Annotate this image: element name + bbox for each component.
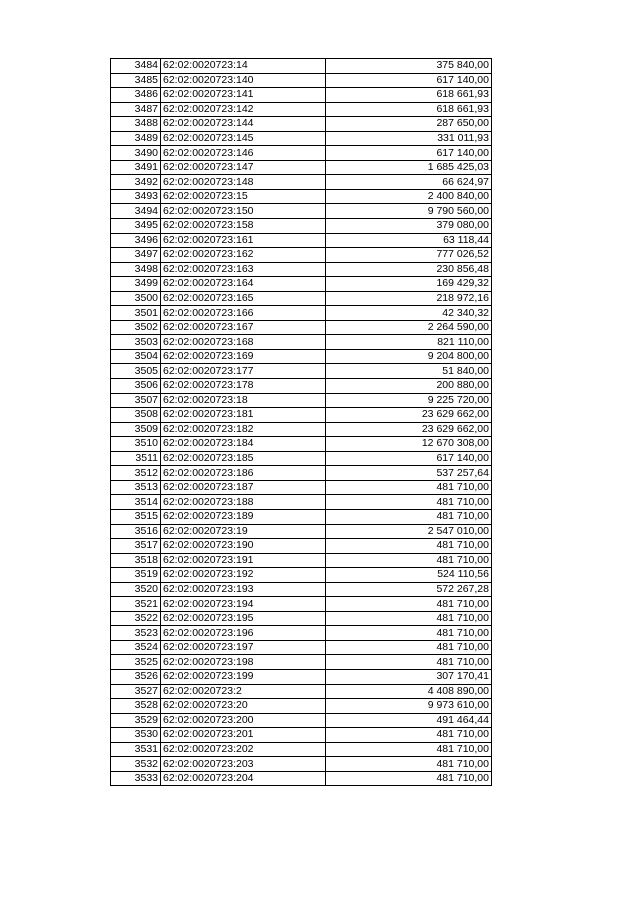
value-cell: 491 464,44 bbox=[326, 713, 492, 728]
table-row bbox=[111, 306, 492, 321]
table-row bbox=[111, 437, 492, 452]
table-row bbox=[111, 102, 492, 117]
table-row bbox=[111, 379, 492, 394]
table-row bbox=[111, 539, 492, 554]
cadastral-number-cell: 62:02:0020723:185 bbox=[161, 451, 326, 466]
value-cell: 2 264 590,00 bbox=[326, 320, 492, 335]
row-number-cell: 3519 bbox=[111, 568, 161, 583]
value-cell: 9 225 720,00 bbox=[326, 393, 492, 408]
row-number-cell: 3484 bbox=[111, 59, 161, 74]
row-number-cell: 3492 bbox=[111, 175, 161, 190]
row-number-cell: 3514 bbox=[111, 495, 161, 510]
row-number-cell: 3486 bbox=[111, 88, 161, 103]
value-cell: 200 880,00 bbox=[326, 379, 492, 394]
value-cell: 481 710,00 bbox=[326, 480, 492, 495]
row-number-cell: 3491 bbox=[111, 160, 161, 175]
row-number-cell: 3508 bbox=[111, 408, 161, 423]
row-number-cell: 3512 bbox=[111, 466, 161, 481]
row-number-cell: 3503 bbox=[111, 335, 161, 350]
table-row bbox=[111, 131, 492, 146]
value-cell: 481 710,00 bbox=[326, 655, 492, 670]
cadastral-number-cell: 62:02:0020723:189 bbox=[161, 509, 326, 524]
cadastral-number-cell: 62:02:0020723:190 bbox=[161, 539, 326, 554]
value-cell: 618 661,93 bbox=[326, 102, 492, 117]
cadastral-number-cell: 62:02:0020723:142 bbox=[161, 102, 326, 117]
row-number-cell: 3496 bbox=[111, 233, 161, 248]
table-row bbox=[111, 349, 492, 364]
row-number-cell: 3530 bbox=[111, 728, 161, 743]
value-cell: 821 110,00 bbox=[326, 335, 492, 350]
cadastral-number-cell: 62:02:0020723:14 bbox=[161, 59, 326, 74]
cadastral-number-cell: 62:02:0020723:140 bbox=[161, 73, 326, 88]
row-number-cell: 3524 bbox=[111, 640, 161, 655]
value-cell: 66 624,97 bbox=[326, 175, 492, 190]
table-row bbox=[111, 655, 492, 670]
row-number-cell: 3509 bbox=[111, 422, 161, 437]
row-number-cell: 3522 bbox=[111, 611, 161, 626]
cadastral-number-cell: 62:02:0020723:145 bbox=[161, 131, 326, 146]
row-number-cell: 3506 bbox=[111, 379, 161, 394]
table-row bbox=[111, 233, 492, 248]
value-cell: 12 670 308,00 bbox=[326, 437, 492, 452]
cadastral-number-cell: 62:02:0020723:150 bbox=[161, 204, 326, 219]
value-cell: 1 685 425,03 bbox=[326, 160, 492, 175]
cadastral-number-cell: 62:02:0020723:187 bbox=[161, 480, 326, 495]
table-row bbox=[111, 175, 492, 190]
table-row bbox=[111, 248, 492, 263]
value-cell: 481 710,00 bbox=[326, 611, 492, 626]
value-cell: 481 710,00 bbox=[326, 626, 492, 641]
cadastral-number-cell: 62:02:0020723:163 bbox=[161, 262, 326, 277]
cadastral-number-cell: 62:02:0020723:166 bbox=[161, 306, 326, 321]
row-number-cell: 3500 bbox=[111, 291, 161, 306]
value-cell: 9 973 610,00 bbox=[326, 699, 492, 714]
cadastral-number-cell: 62:02:0020723:144 bbox=[161, 117, 326, 132]
table-row bbox=[111, 568, 492, 583]
cadastral-number-cell: 62:02:0020723:165 bbox=[161, 291, 326, 306]
value-cell: 331 011,93 bbox=[326, 131, 492, 146]
table-row bbox=[111, 699, 492, 714]
value-cell: 307 170,41 bbox=[326, 669, 492, 684]
row-number-cell: 3515 bbox=[111, 509, 161, 524]
value-cell: 617 140,00 bbox=[326, 73, 492, 88]
table-row bbox=[111, 320, 492, 335]
cadastral-number-cell: 62:02:0020723:202 bbox=[161, 742, 326, 757]
value-cell: 4 408 890,00 bbox=[326, 684, 492, 699]
cadastral-number-cell: 62:02:0020723:203 bbox=[161, 757, 326, 772]
value-cell: 537 257,64 bbox=[326, 466, 492, 481]
value-cell: 617 140,00 bbox=[326, 451, 492, 466]
row-number-cell: 3526 bbox=[111, 669, 161, 684]
cadastral-number-cell: 62:02:0020723:199 bbox=[161, 669, 326, 684]
table-row bbox=[111, 597, 492, 612]
row-number-cell: 3499 bbox=[111, 277, 161, 292]
cadastral-number-cell: 62:02:0020723:188 bbox=[161, 495, 326, 510]
cadastral-number-cell: 62:02:0020723:191 bbox=[161, 553, 326, 568]
value-cell: 9 790 560,00 bbox=[326, 204, 492, 219]
value-cell: 218 972,16 bbox=[326, 291, 492, 306]
row-number-cell: 3532 bbox=[111, 757, 161, 772]
cadastral-number-cell: 62:02:0020723:147 bbox=[161, 160, 326, 175]
table-row bbox=[111, 408, 492, 423]
value-cell: 481 710,00 bbox=[326, 495, 492, 510]
value-cell: 481 710,00 bbox=[326, 728, 492, 743]
cadastral-number-cell: 62:02:0020723:148 bbox=[161, 175, 326, 190]
value-cell: 2 400 840,00 bbox=[326, 189, 492, 204]
table-row bbox=[111, 204, 492, 219]
document-sheet bbox=[110, 58, 491, 786]
value-cell: 481 710,00 bbox=[326, 553, 492, 568]
value-cell: 230 856,48 bbox=[326, 262, 492, 277]
cadastral-number-cell: 62:02:0020723:15 bbox=[161, 189, 326, 204]
value-cell: 481 710,00 bbox=[326, 742, 492, 757]
cadastral-number-cell: 62:02:0020723:194 bbox=[161, 597, 326, 612]
table-row bbox=[111, 88, 492, 103]
cadastral-number-cell: 62:02:0020723:168 bbox=[161, 335, 326, 350]
table-row bbox=[111, 422, 492, 437]
value-cell: 2 547 010,00 bbox=[326, 524, 492, 539]
value-cell: 23 629 662,00 bbox=[326, 408, 492, 423]
cadastral-number-cell: 62:02:0020723:158 bbox=[161, 219, 326, 234]
value-cell: 481 710,00 bbox=[326, 757, 492, 772]
row-number-cell: 3497 bbox=[111, 248, 161, 263]
value-cell: 481 710,00 bbox=[326, 539, 492, 554]
table-row bbox=[111, 219, 492, 234]
row-number-cell: 3501 bbox=[111, 306, 161, 321]
cadastral-number-cell: 62:02:0020723:181 bbox=[161, 408, 326, 423]
table-row bbox=[111, 495, 492, 510]
table-row bbox=[111, 277, 492, 292]
table-row bbox=[111, 146, 492, 161]
row-number-cell: 3498 bbox=[111, 262, 161, 277]
row-number-cell: 3494 bbox=[111, 204, 161, 219]
table-row bbox=[111, 291, 492, 306]
value-cell: 169 429,32 bbox=[326, 277, 492, 292]
value-cell: 42 340,32 bbox=[326, 306, 492, 321]
cadastral-number-cell: 62:02:0020723:195 bbox=[161, 611, 326, 626]
value-cell: 63 118,44 bbox=[326, 233, 492, 248]
table-row bbox=[111, 262, 492, 277]
row-number-cell: 3517 bbox=[111, 539, 161, 554]
row-number-cell: 3520 bbox=[111, 582, 161, 597]
cadastral-number-cell: 62:02:0020723:184 bbox=[161, 437, 326, 452]
table-row bbox=[111, 553, 492, 568]
cadastral-number-cell: 62:02:0020723:193 bbox=[161, 582, 326, 597]
value-cell: 379 080,00 bbox=[326, 219, 492, 234]
cadastral-number-cell: 62:02:0020723:20 bbox=[161, 699, 326, 714]
cadastral-number-cell: 62:02:0020723:201 bbox=[161, 728, 326, 743]
table-row bbox=[111, 59, 492, 74]
value-cell: 618 661,93 bbox=[326, 88, 492, 103]
table-row bbox=[111, 524, 492, 539]
row-number-cell: 3493 bbox=[111, 189, 161, 204]
table-row bbox=[111, 742, 492, 757]
table-row bbox=[111, 509, 492, 524]
value-cell: 287 650,00 bbox=[326, 117, 492, 132]
cadastral-number-cell: 62:02:0020723:164 bbox=[161, 277, 326, 292]
cadastral-number-cell: 62:02:0020723:141 bbox=[161, 88, 326, 103]
cadastral-number-cell: 62:02:0020723:196 bbox=[161, 626, 326, 641]
table-row bbox=[111, 117, 492, 132]
row-number-cell: 3513 bbox=[111, 480, 161, 495]
table-row bbox=[111, 160, 492, 175]
table-row bbox=[111, 640, 492, 655]
row-number-cell: 3489 bbox=[111, 131, 161, 146]
table-row bbox=[111, 757, 492, 772]
table-row bbox=[111, 364, 492, 379]
cadastral-number-cell: 62:02:0020723:204 bbox=[161, 771, 326, 786]
table-row bbox=[111, 669, 492, 684]
cadastral-number-cell: 62:02:0020723:192 bbox=[161, 568, 326, 583]
row-number-cell: 3518 bbox=[111, 553, 161, 568]
table-row bbox=[111, 771, 492, 786]
table-row bbox=[111, 684, 492, 699]
cadastral-number-cell: 62:02:0020723:178 bbox=[161, 379, 326, 394]
row-number-cell: 3495 bbox=[111, 219, 161, 234]
cadastral-number-cell: 62:02:0020723:162 bbox=[161, 248, 326, 263]
cadastral-number-cell: 62:02:0020723:167 bbox=[161, 320, 326, 335]
row-number-cell: 3516 bbox=[111, 524, 161, 539]
table-row bbox=[111, 335, 492, 350]
table-row bbox=[111, 393, 492, 408]
row-number-cell: 3485 bbox=[111, 73, 161, 88]
row-number-cell: 3533 bbox=[111, 771, 161, 786]
value-cell: 481 710,00 bbox=[326, 509, 492, 524]
table-row bbox=[111, 73, 492, 88]
cadastral-number-cell: 62:02:0020723:197 bbox=[161, 640, 326, 655]
row-number-cell: 3502 bbox=[111, 320, 161, 335]
table-row bbox=[111, 480, 492, 495]
table-row bbox=[111, 626, 492, 641]
cadastral-number-cell: 62:02:0020723:146 bbox=[161, 146, 326, 161]
cadastral-number-cell: 62:02:0020723:169 bbox=[161, 349, 326, 364]
cadastral-number-cell: 62:02:0020723:2 bbox=[161, 684, 326, 699]
row-number-cell: 3521 bbox=[111, 597, 161, 612]
value-cell: 617 140,00 bbox=[326, 146, 492, 161]
table-row bbox=[111, 189, 492, 204]
value-cell: 572 267,28 bbox=[326, 582, 492, 597]
value-cell: 524 110,56 bbox=[326, 568, 492, 583]
cadastral-number-cell: 62:02:0020723:177 bbox=[161, 364, 326, 379]
value-cell: 777 026,52 bbox=[326, 248, 492, 263]
row-number-cell: 3525 bbox=[111, 655, 161, 670]
cadastral-value-table bbox=[110, 58, 492, 786]
cadastral-number-cell: 62:02:0020723:182 bbox=[161, 422, 326, 437]
table-body bbox=[111, 59, 492, 786]
row-number-cell: 3528 bbox=[111, 699, 161, 714]
cadastral-number-cell: 62:02:0020723:19 bbox=[161, 524, 326, 539]
row-number-cell: 3507 bbox=[111, 393, 161, 408]
row-number-cell: 3490 bbox=[111, 146, 161, 161]
table-row bbox=[111, 466, 492, 481]
row-number-cell: 3504 bbox=[111, 349, 161, 364]
row-number-cell: 3529 bbox=[111, 713, 161, 728]
value-cell: 23 629 662,00 bbox=[326, 422, 492, 437]
value-cell: 51 840,00 bbox=[326, 364, 492, 379]
row-number-cell: 3510 bbox=[111, 437, 161, 452]
row-number-cell: 3488 bbox=[111, 117, 161, 132]
table-row bbox=[111, 582, 492, 597]
table-row bbox=[111, 713, 492, 728]
value-cell: 375 840,00 bbox=[326, 59, 492, 74]
cadastral-number-cell: 62:02:0020723:18 bbox=[161, 393, 326, 408]
value-cell: 481 710,00 bbox=[326, 597, 492, 612]
cadastral-number-cell: 62:02:0020723:198 bbox=[161, 655, 326, 670]
table-row bbox=[111, 611, 492, 626]
row-number-cell: 3527 bbox=[111, 684, 161, 699]
row-number-cell: 3487 bbox=[111, 102, 161, 117]
row-number-cell: 3505 bbox=[111, 364, 161, 379]
row-number-cell: 3511 bbox=[111, 451, 161, 466]
cadastral-number-cell: 62:02:0020723:186 bbox=[161, 466, 326, 481]
row-number-cell: 3523 bbox=[111, 626, 161, 641]
value-cell: 481 710,00 bbox=[326, 771, 492, 786]
row-number-cell: 3531 bbox=[111, 742, 161, 757]
cadastral-number-cell: 62:02:0020723:161 bbox=[161, 233, 326, 248]
table-row bbox=[111, 728, 492, 743]
value-cell: 481 710,00 bbox=[326, 640, 492, 655]
value-cell: 9 204 800,00 bbox=[326, 349, 492, 364]
cadastral-number-cell: 62:02:0020723:200 bbox=[161, 713, 326, 728]
table-row bbox=[111, 451, 492, 466]
